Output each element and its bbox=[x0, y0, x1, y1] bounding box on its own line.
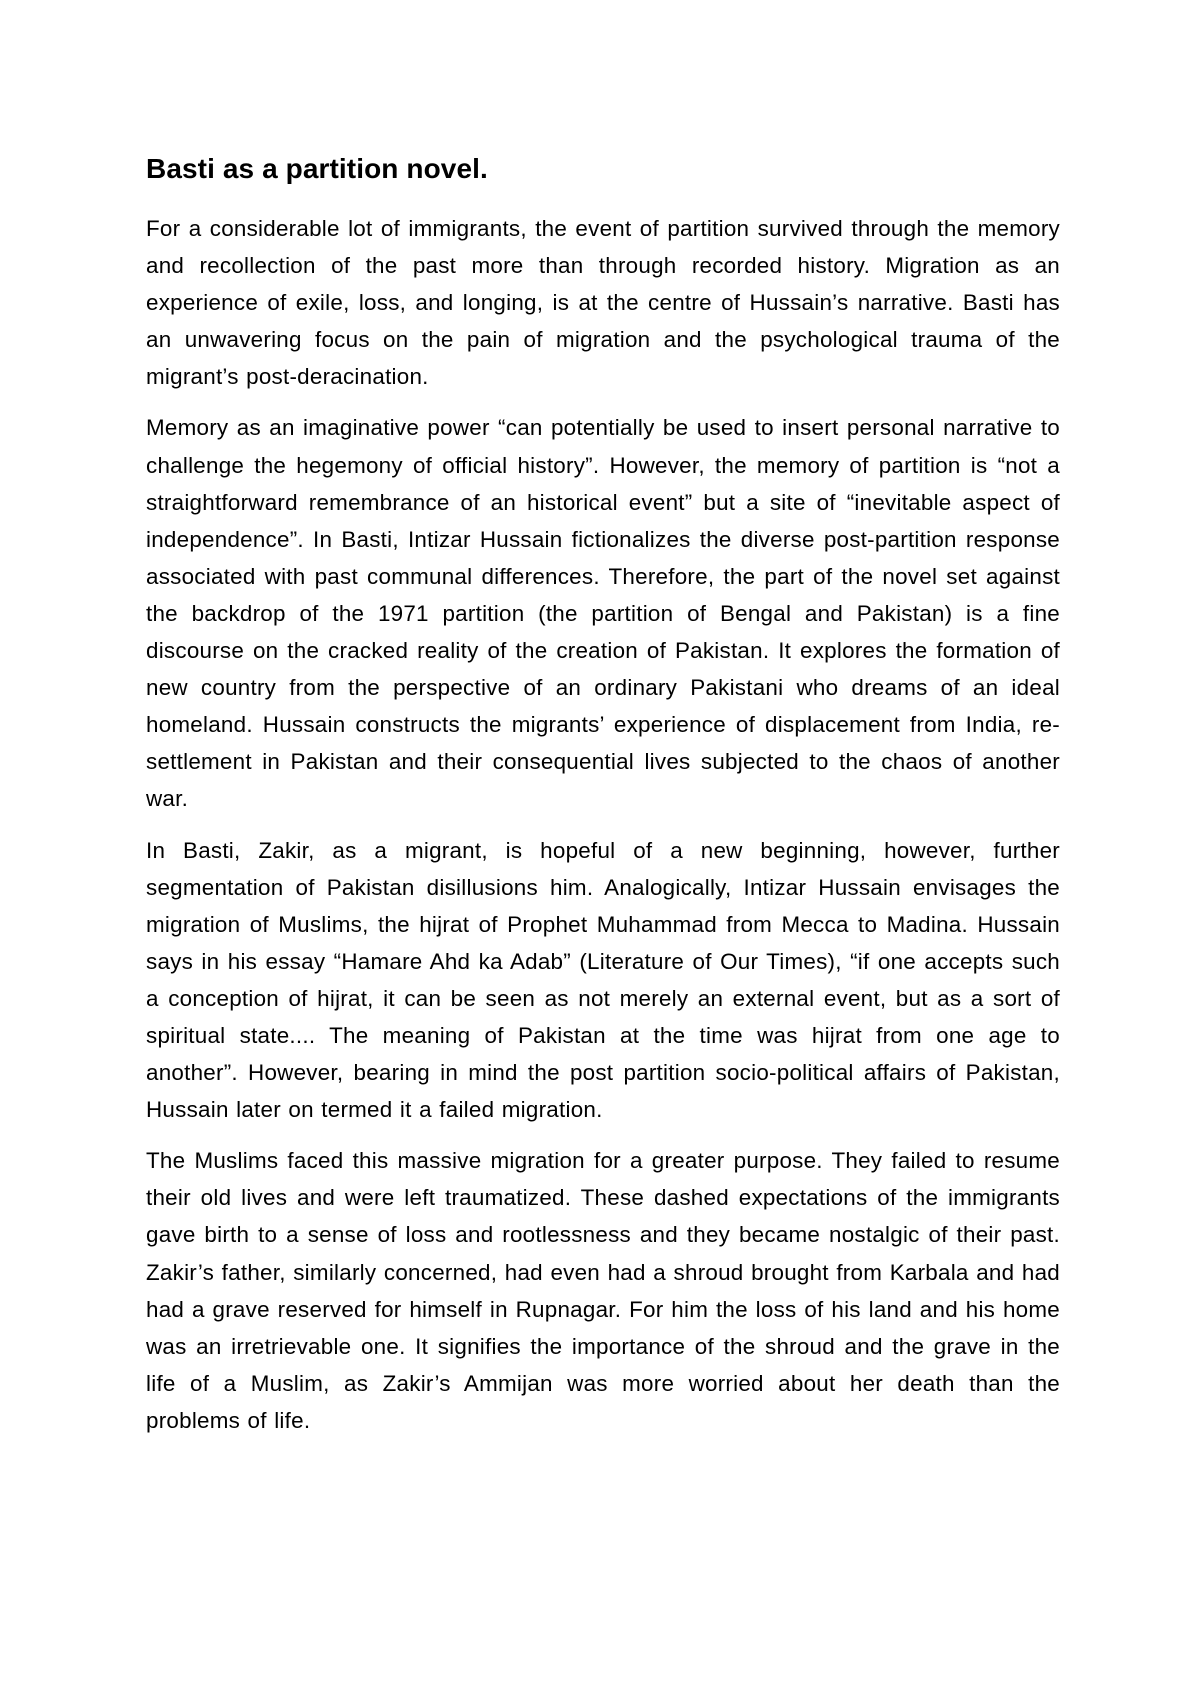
document-body bbox=[146, 150, 1060, 1453]
document-title: Basti as a partition novel. bbox=[146, 153, 488, 184]
paragraph-1: For a considerable lot of immigrants, the event of partition survived through the memory and recollection of the past more than through recorded history. Migration as an experience of exile, loss, and longing, is at the centre of Hussain’s narrative. Basti has an unwavering focus on the pain of migration and the psychological trauma of the migrant’s post-deracination. bbox=[146, 216, 1060, 390]
paragraph-4: The Muslims faced this massive migration for a greater purpose. They failed to resume their old lives and were left traumatized. These dashed expectations of the immigrants gave birth to a sense of loss and rootlessness and they became nostalgic of their past. Zakir’s father, similarly concerned, had even had a shroud brought from Karbala and had had a grave reserved for himself in Rupnagar. For him the loss of his land and his home was an irretrievable one. It signifies the importance of the shroud and the grave in the life of a Muslim, as Zakir’s Ammijan was more worried about her death than the problems of life. bbox=[146, 1148, 1060, 1433]
paragraph-3: In Basti, Zakir, as a migrant, is hopeful of a new beginning, however, further segmentation of Pakistan disillusions him. Analogically, Intizar Hussain envisages the migration of Muslims, the hijrat of Prophet Muhammad from Mecca to Madina. Hussain says in his essay “Hamare Ahd ka Adab” (Literature of Our Times), “if one accepts such a conception of hijrat, it can be seen as not merely an external event, but as a sort of spiritual state.... The meaning of Pakistan at the time was hijrat from one age to another”. However, bearing in mind the post partition socio-political affairs of Pakistan, Hussain later on termed it a failed migration. bbox=[146, 837, 1060, 1123]
paragraph-2: Memory as an imaginative power “can potentially be used to insert personal narrative to challenge the hegemony of official history”. However, the memory of partition is “not a straightforward remembrance of an historical event” but a site of “inevitable aspect of independence”. In Basti, Intizar Hussain fictionalizes the diverse post-partition response associated with past communal differences. Therefore, the part of the novel set against the backdrop of the 1971 partition (the partition of Bengal and Pakistan) is a fine discourse on the cracked reality of the creation of Pakistan. It explores the formation of new country from the perspective of an ordinary Pakistani who dreams of an ideal homeland. Hussain constructs the migrants’ experience of displacement from India, re-settlement in Pakistan and their consequential lives subjected to the chaos of another war. bbox=[146, 415, 1060, 812]
